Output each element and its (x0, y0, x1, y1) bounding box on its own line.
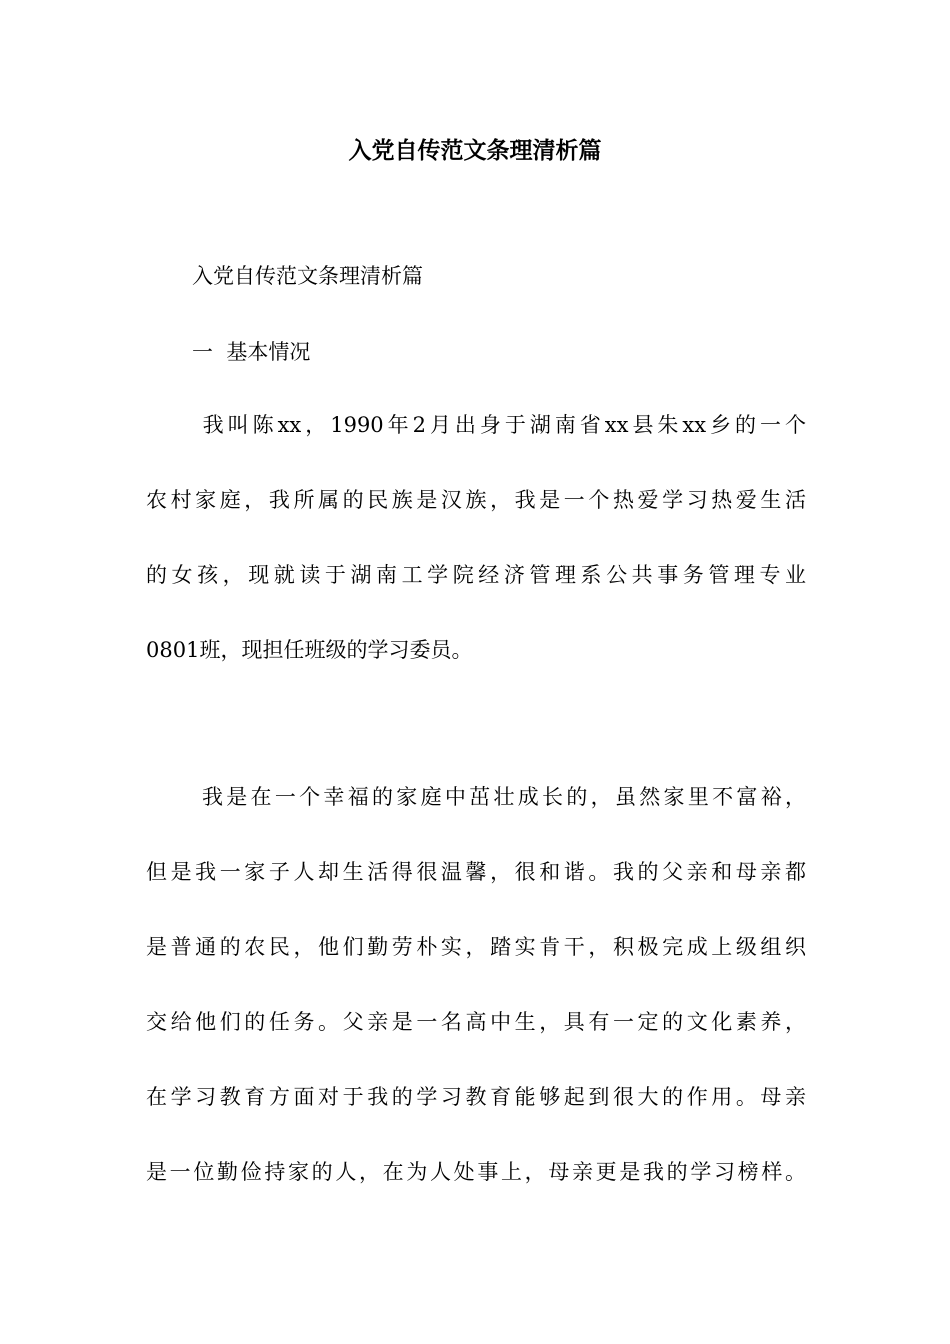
section-heading: 一 基本情况 (192, 340, 311, 364)
paragraph-line: 在学习教育方面对于我的学习教育能够起到很大的作用。母亲 (146, 1085, 806, 1109)
paragraph-line: 是普通的农民，他们勤劳朴实，踏实肯干，积极完成上级组织 (146, 935, 806, 959)
paragraph-line: 农村家庭，我所属的民族是汉族，我是一个热爱学习热爱生活 (146, 488, 806, 512)
paragraph-line: 我是在一个幸福的家庭中茁壮成长的，虽然家里不富裕， (192, 785, 806, 809)
paragraph-line: 是一位勤俭持家的人，在为人处事上，母亲更是我的学习榜样。 (146, 1160, 806, 1184)
document-title: 入党自传范文条理清析篇 (348, 137, 602, 164)
document-subtitle: 入党自传范文条理清析篇 (192, 264, 423, 288)
paragraph-line: 交给他们的任务。父亲是一名高中生，具有一定的文化素养， (146, 1010, 806, 1034)
paragraph-line: 我叫陈xx，1990年2月出身于湖南省xx县朱xx乡的一个 (192, 413, 806, 437)
paragraph-line: 的女孩，现就读于湖南工学院经济管理系公共事务管理专业 (146, 563, 806, 587)
paragraph-line: 0801班，现担任班级的学习委员。 (146, 638, 473, 662)
paragraph-line: 但是我一家子人却生活得很温馨，很和谐。我的父亲和母亲都 (146, 860, 806, 884)
